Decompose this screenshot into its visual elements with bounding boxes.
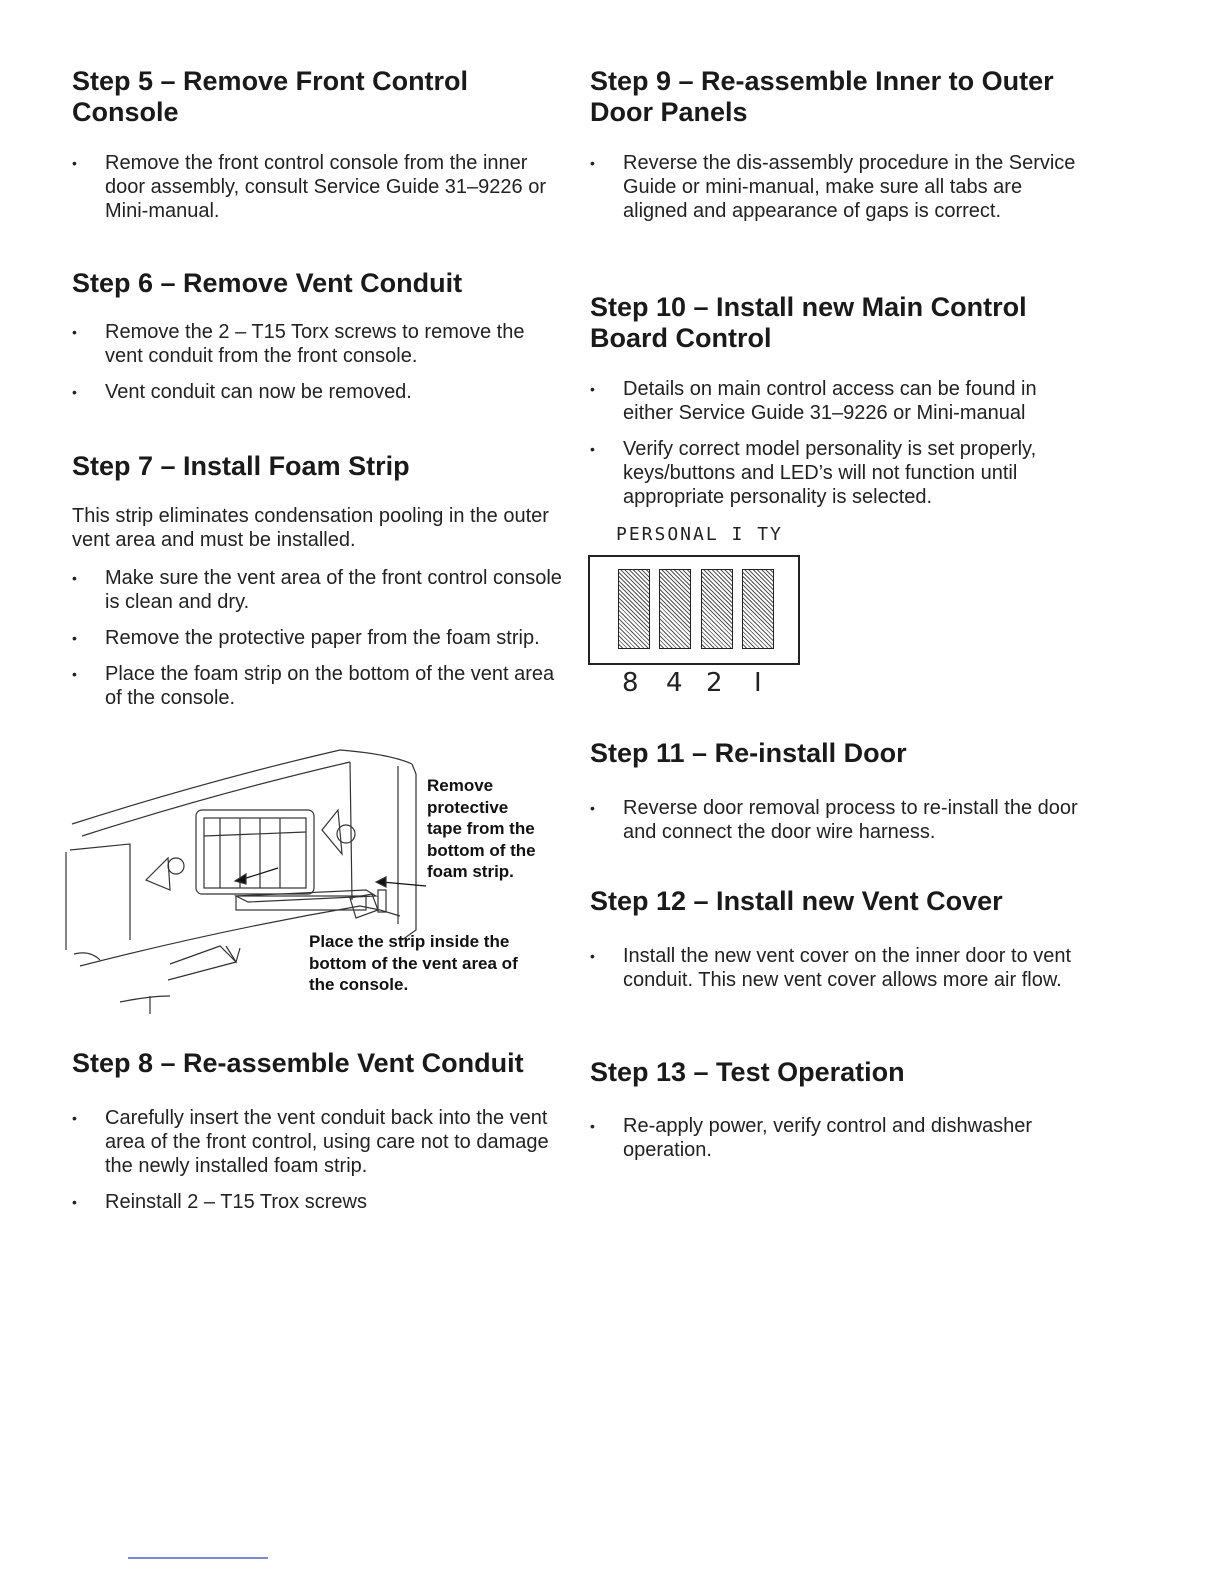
callout-bottom-line: the console. xyxy=(309,975,409,994)
footer-rule xyxy=(128,1557,268,1559)
foam-strip-figure xyxy=(60,740,560,1020)
callout-top-line: bottom of the xyxy=(427,840,536,860)
personality-switch-2 xyxy=(701,569,733,649)
step-13-bullet-1: • Re-apply power, verify control and dishwasher operation. xyxy=(590,1114,1080,1162)
personality-switch-4 xyxy=(659,569,691,649)
step-12-section xyxy=(590,886,1080,1004)
step-9-bullet-1: • Reverse the dis-assembly procedure in the Service Guide or mini-manual, make sure all tabs are aligned and appearance of gaps is correct. xyxy=(590,151,1080,223)
step-8-bullet-2: • Reinstall 2 – T15 Trox screws xyxy=(72,1190,562,1214)
step-5-bullets xyxy=(72,151,562,223)
callout-bottom-line: Place the strip inside the xyxy=(309,932,510,951)
personality-number-1: I xyxy=(754,668,762,698)
step-12-bullet-1: • Install the new vent cover on the inner door to vent conduit. This new vent cover allows more air flow. xyxy=(590,944,1080,992)
step-8-title: Step 8 – Re-assemble Vent Conduit xyxy=(72,1048,524,1078)
personality-diagram xyxy=(588,524,808,704)
step-10-title-line2: Board Control xyxy=(590,323,772,353)
callout-top-line: Remove xyxy=(427,776,494,795)
personality-label: PERSONAL I TY xyxy=(616,524,783,545)
step-7-title: Step 7 – Install Foam Strip xyxy=(72,451,410,481)
step-13-bullets xyxy=(590,1114,1080,1162)
callout-top-line: tape from the xyxy=(427,819,535,838)
step-13-section xyxy=(590,1057,1080,1174)
step-5-bullet-1: • Remove the front control console from the inner door assembly, consult Service Guide 31–9226 or Mini-manual. xyxy=(72,151,562,223)
step-7-bullets xyxy=(72,566,562,710)
step-13-title: Step 13 – Test Operation xyxy=(590,1057,905,1087)
step-10-title-line1: Step 10 – Install new Main Control xyxy=(590,292,1027,322)
place-strip-callout xyxy=(309,931,518,996)
step-7-bullet-2: • Remove the protective paper from the foam strip. xyxy=(72,626,562,650)
remove-tape-callout xyxy=(427,775,536,883)
callout-top-line: foam strip. xyxy=(427,862,514,881)
step-7-bullet-3: • Place the foam strip on the bottom of the vent area of the console. xyxy=(72,662,562,710)
step-11-section xyxy=(590,738,1080,856)
personality-switch-8 xyxy=(618,569,650,649)
personality-number-2: 2 xyxy=(706,668,723,698)
step-12-bullets xyxy=(590,944,1080,992)
personality-number-4: 4 xyxy=(666,668,683,698)
step-9-bullets xyxy=(590,151,1080,223)
step-7-intro: This strip eliminates condensation pooling in the outer vent area and must be installed. xyxy=(72,505,549,551)
step-7-section xyxy=(72,451,562,722)
step-9-title xyxy=(590,66,1080,128)
personality-switch-box xyxy=(588,555,800,665)
step-10-title xyxy=(590,292,1080,354)
step-9-title-line1: Step 9 – Re-assemble Inner to Outer xyxy=(590,66,1054,96)
step-6-bullets xyxy=(72,320,562,404)
step-6-bullet-1: • Remove the 2 – T15 Torx screws to remove the vent conduit from the front console. xyxy=(72,320,562,368)
callout-top-line: protective xyxy=(427,797,509,817)
step-8-section xyxy=(72,1048,562,1226)
step-9-section xyxy=(590,66,1080,235)
step-6-section xyxy=(72,268,562,416)
step-5-section xyxy=(72,66,562,235)
callout-bottom-line: bottom of the vent area of xyxy=(309,953,518,973)
step-9-title-line2: Door Panels xyxy=(590,97,748,127)
step-8-bullets xyxy=(72,1106,562,1214)
step-8-bullet-1: • Carefully insert the vent conduit back into the vent area of the front control, using care not to damage the newly installed foam strip. xyxy=(72,1106,562,1178)
step-11-bullets xyxy=(590,796,1080,844)
step-10-bullets xyxy=(590,377,1080,509)
step-12-title: Step 12 – Install new Vent Cover xyxy=(590,886,1003,916)
step-6-title: Step 6 – Remove Vent Conduit xyxy=(72,268,463,298)
step-7-bullet-1: • Make sure the vent area of the front control console is clean and dry. xyxy=(72,566,562,614)
step-10-bullet-1: • Details on main control access can be found in either Service Guide 31–9226 or Mini-manual xyxy=(590,377,1080,425)
step-11-bullet-1: • Reverse door removal process to re-install the door and connect the door wire harness. xyxy=(590,796,1080,844)
step-10-section xyxy=(590,292,1080,521)
step-5-title xyxy=(72,66,562,128)
step-5-title-line1: Step 5 – Remove Front Control xyxy=(72,66,469,96)
step-5-title-line2: Console xyxy=(72,97,179,127)
step-6-bullet-2: • Vent conduit can now be removed. xyxy=(72,380,562,404)
step-10-bullet-2: • Verify correct model personality is set properly, keys/buttons and LED’s will not function until appropriate personality is selected. xyxy=(590,437,1080,509)
personality-switch-1 xyxy=(742,569,774,649)
personality-number-8: 8 xyxy=(622,668,639,698)
step-11-title: Step 11 – Re-install Door xyxy=(590,738,907,768)
